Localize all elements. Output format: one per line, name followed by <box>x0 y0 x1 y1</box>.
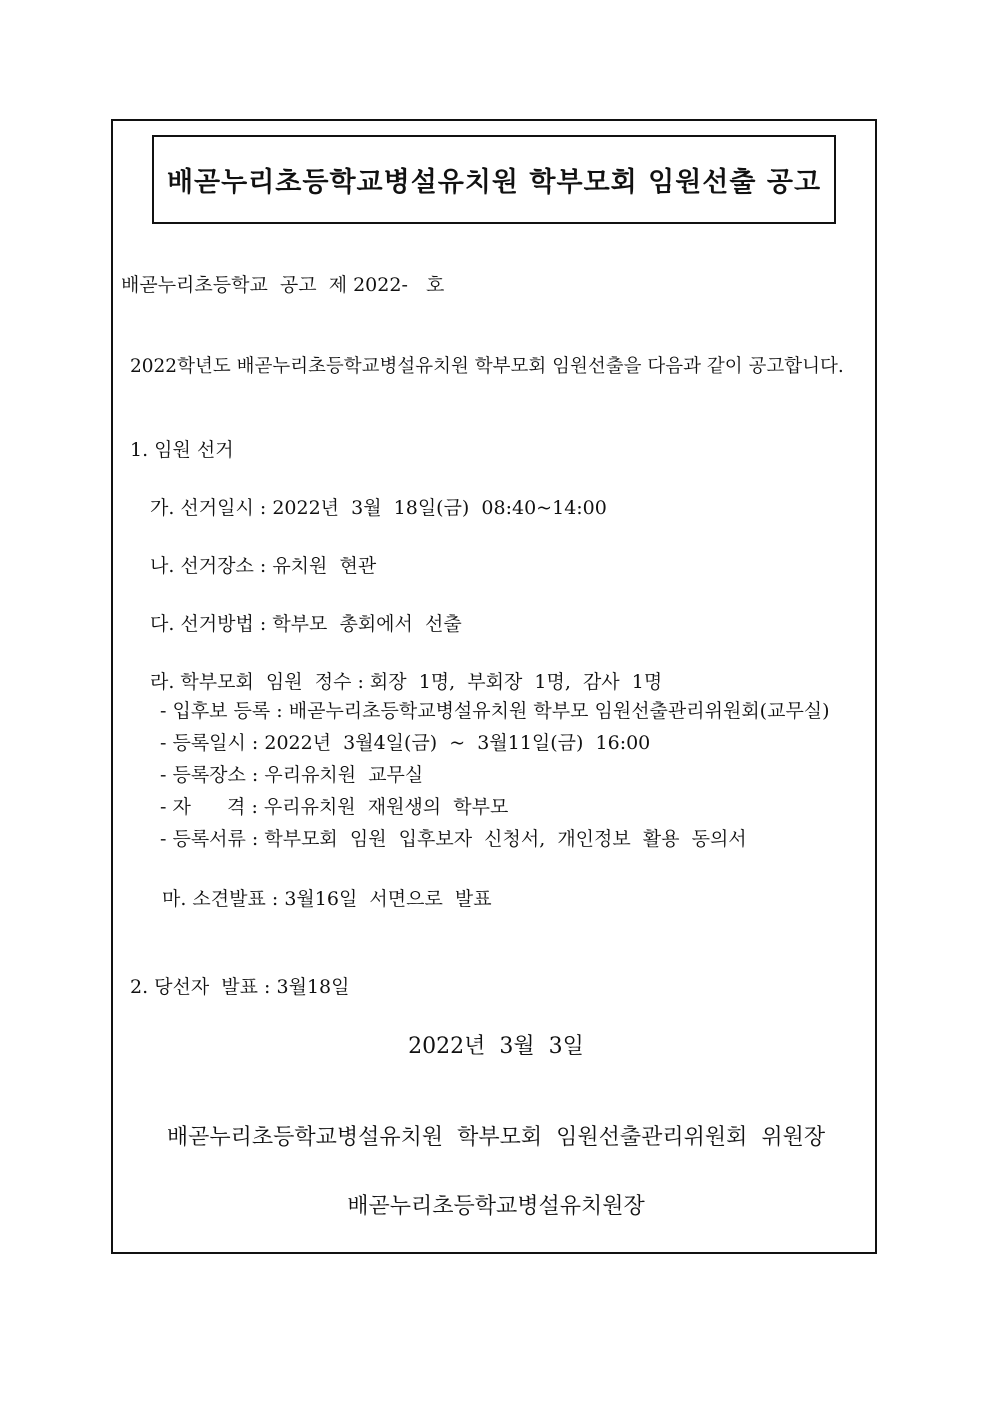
election-datetime: 가. 선거일시 : 2022년 3월 18일(금) 08:40~14:00 <box>150 497 607 519</box>
notice-number: 배곧누리초등학교 공고 제 2022- 호 <box>121 274 445 296</box>
document-title: 배곧누리초등학교병설유치원 학부모회 임원선출 공고 <box>166 167 822 198</box>
registration-period: - 등록일시 : 2022년 3월4일(금) ~ 3월11일(금) 16:00 <box>160 732 651 754</box>
election-location: 나. 선거장소 : 유치원 현관 <box>150 555 377 577</box>
candidate-registration: - 입후보 등록 : 배곧누리초등학교병설유치원 학부모 임원선출관리위원회(교무실) <box>160 700 830 722</box>
section-2-winner-announcement: 2. 당선자 발표 : 3월18일 <box>130 976 350 998</box>
eligibility: - 자 격 : 우리유치원 재원생의 학부모 <box>160 796 509 818</box>
officer-quota: 라. 학부모회 임원 정수 : 회장 1명, 부회장 1명, 감사 1명 <box>150 671 663 693</box>
speech-announcement: 마. 소견발표 : 3월16일 서면으로 발표 <box>162 888 492 910</box>
title-box <box>152 135 836 224</box>
election-method: 다. 선거방법 : 학부모 총회에서 선출 <box>150 613 462 635</box>
signer-principal: 배곧누리초등학교병설유치원장 <box>347 1194 645 1219</box>
signer-committee-chair: 배곧누리초등학교병설유치원 학부모회 임원선출관리위원회 위원장 <box>166 1125 826 1150</box>
registration-documents: - 등록서류 : 학부모회 임원 입후보자 신청서, 개인정보 활용 동의서 <box>160 828 747 850</box>
intro-paragraph: 2022학년도 배곧누리초등학교병설유치원 학부모회 임원선출을 다음과 같이 공고합니다. <box>130 356 844 377</box>
issue-date: 2022년 3월 3일 <box>408 1034 584 1059</box>
registration-place: - 등록장소 : 우리유치원 교무실 <box>160 764 424 786</box>
section-1-heading: 1. 임원 선거 <box>130 439 234 461</box>
